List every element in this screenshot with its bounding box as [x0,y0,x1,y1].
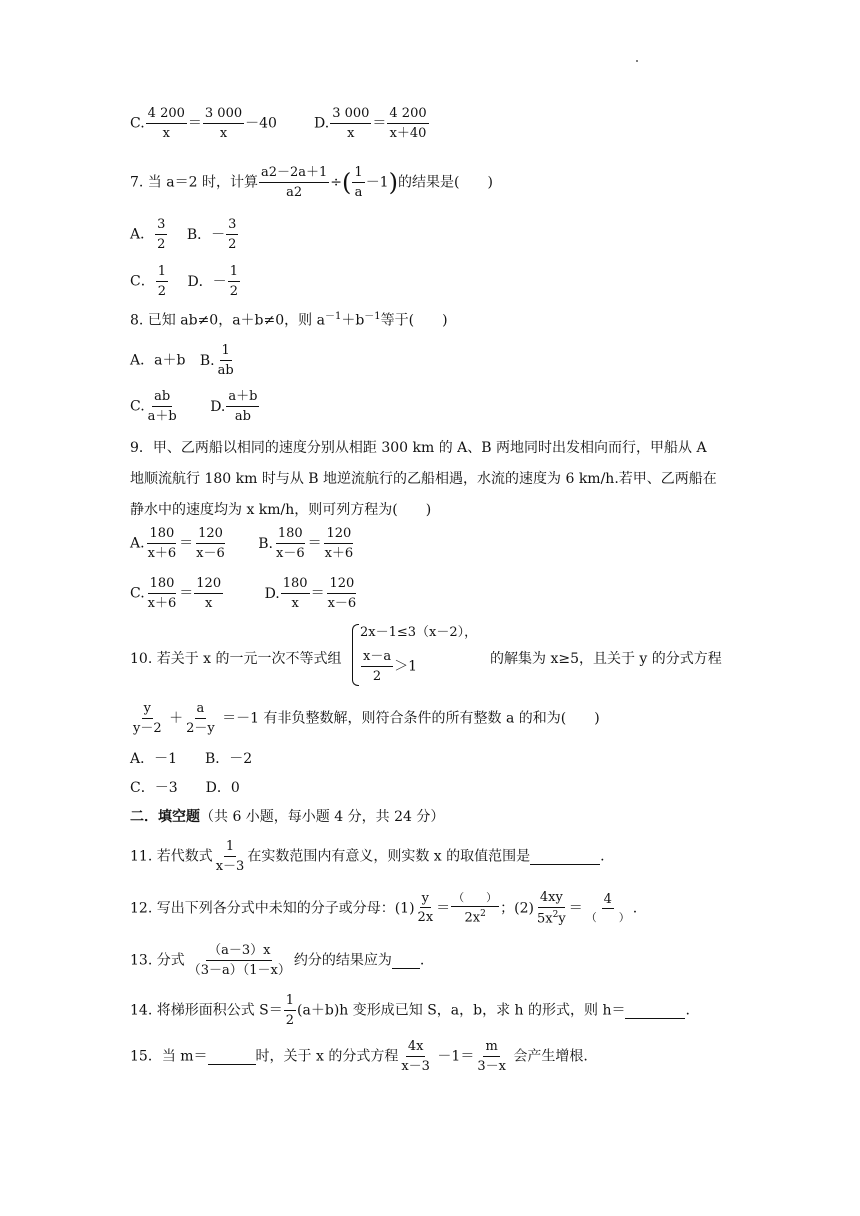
question-text: 等于( ) [380,312,448,329]
q10-stem-end [130,702,600,735]
fraction [416,892,436,925]
denominator: 2 [157,236,166,252]
fraction [186,944,293,977]
exponent: －1 [364,311,381,322]
period: . [419,952,425,969]
denominator: 2x [417,910,434,926]
option-label: C. [130,115,145,132]
option-label: C. [130,398,145,415]
question-text: 15．当 m＝ [130,1048,208,1065]
fraction [475,1040,508,1073]
q6-option-d [314,107,430,140]
numerator: y [142,702,153,719]
q8-options-cd [130,390,260,423]
exponent: 2 [552,909,559,920]
q15-stem [130,1040,588,1073]
numerator: 3 [226,218,238,235]
numerator: 1 [224,840,236,857]
fraction [214,840,247,873]
numerator: 1 [284,994,296,1011]
denominator: x－3 [401,1058,430,1074]
q8-options-ab [130,344,237,377]
fraction [155,218,167,251]
fraction [584,893,632,924]
fraction [194,527,227,560]
right-paren: ) [388,168,398,197]
period: . [685,1002,690,1019]
question-text: 13. 分式 [130,952,185,969]
expression-tail: ＞1 [394,658,418,675]
exponent: 2 [480,908,486,919]
denominator: x－6 [196,545,225,561]
section-note: （共 6 小题，每小题 4 分，共 24 分） [200,809,445,825]
q12-stem [130,891,637,926]
denominator: 2 [285,1012,295,1028]
option-label: D. [314,115,330,132]
denominator: y [558,910,566,926]
numerator: m [483,1040,499,1057]
expression-tail: －1 [365,174,389,191]
numerator: 3 [155,218,167,235]
denominator: x [162,125,170,141]
denominator: 5x [537,910,553,926]
fraction [323,527,356,560]
denominator: y－2 [133,720,162,736]
q11-stem [130,840,605,873]
question-text: 在实数范围内有意义，则实数 x 的取值范围是 [247,848,531,865]
denominator: a [354,184,363,200]
left-paren: ( [342,168,352,197]
question-text: (a＋b)h 变形成已知 S，a，b，求 h 的形式，则 h＝ [297,1002,626,1019]
q7-options-cd [130,265,241,298]
equals: ＝ [568,900,583,917]
numerator: （a－3）x [206,944,272,961]
fraction [146,577,179,610]
option-label: A． [130,226,155,243]
fraction [184,702,217,735]
option-label: B. [199,352,215,369]
question-text: 7. 当 a＝2 时，计算 [130,174,258,191]
question-text: 的结果是( ) [397,174,493,191]
denominator: x＋6 [324,545,354,561]
equals: ＝ [310,585,325,602]
numerator: 3 000 [203,107,244,124]
question-text: 约分的结果应为 [293,952,392,969]
numerator: a＋b [226,390,259,407]
numerator: 180 [148,577,177,594]
numerator: 4 200 [146,107,187,124]
denominator: （3－a）（1－x） [187,962,291,978]
fraction [281,577,310,610]
question-text: 14. 将梯形面积公式 S＝ [130,1002,283,1019]
answer-blank-denominator[interactable]: （ ） [585,911,630,925]
fraction [284,994,296,1027]
q10-options-cd: C．－3 D．0 [130,780,240,796]
option-label: D. [264,585,280,602]
numerator: a2－2a＋1 [259,166,329,183]
fraction [352,166,364,199]
q7-stem [130,166,493,199]
option-label: D．－ [187,273,227,290]
numerator: 4xy [538,891,565,908]
option-label: B．－ [186,226,226,243]
option-label: B. [258,535,273,552]
denominator: ab [217,362,234,378]
question-text: ＋b [341,312,365,329]
option-label: A. [130,535,145,552]
denominator: x－3 [215,858,245,874]
answer-blank-numerator[interactable]: （ ） [451,892,499,907]
denominator: x＋40 [389,125,427,141]
option-label: C． [130,273,155,290]
q9-line-3: 静水中的速度均为 x km/h，则可列方程为( ) [130,502,432,518]
denominator: 2 [372,668,382,684]
denominator: x＋6 [147,545,177,561]
numerator: a [195,702,207,719]
numerator: 1 [220,344,232,361]
numerator: x－a [361,650,393,667]
numerator: 120 [196,527,225,544]
numerator: 120 [327,577,356,594]
fraction [203,107,244,140]
fraction [326,577,359,610]
equals: ＝ [179,535,194,552]
section-2-heading [130,810,444,824]
q10-inequality-1: 2x－1≤3（x－2）， [360,625,478,640]
fraction [387,107,428,140]
numerator: 120 [194,577,223,594]
q9-options-ab [130,527,356,560]
numerator: 1 [228,265,240,282]
question-text: ；(2) [500,900,534,917]
q9-line-1: 9．甲、乙两船以相同的速度分别从相距 300 km 的 A、B 两地同时出发相向而行，甲船从 A [130,440,707,456]
equals: ＝ [436,900,451,917]
denominator: 2x [464,909,481,925]
fraction [226,390,259,423]
option-label: C. [130,585,145,602]
q8-stem [130,312,448,328]
question-text: 11. 若代数式 [130,848,213,865]
denominator: 2 [229,283,238,299]
q13-stem [130,944,424,977]
q10-inequality-2 [360,650,417,683]
fraction [226,218,238,251]
numerator: 180 [281,577,310,594]
fraction [228,265,240,298]
question-text: 8. 已知 ab≠0，a＋b≠0，则 a [130,312,325,329]
option-label: D. [210,398,226,415]
numerator: 120 [324,527,353,544]
fraction [146,527,179,560]
question-text: －1＝ [437,1048,475,1065]
option-a: A．a＋b [130,352,186,369]
denominator: x－6 [327,595,357,611]
denominator: x＋6 [147,595,177,611]
answer-blank[interactable] [530,850,600,865]
answer-blank[interactable] [625,1004,685,1019]
q14-stem [130,994,690,1027]
fraction [451,892,499,925]
denominator: 3－x [477,1058,506,1074]
q9-line-2: 地顺流航行 180 km 时与从 B 地逆流航行的乙船相遇，水流的速度为 6 km/h.若甲、乙两船在 [130,471,717,487]
denominator: x [219,125,228,141]
fraction [259,166,329,199]
question-text: ＝－1 有非负整数解，则符合条件的所有整数 a 的和为( ) [222,710,600,727]
q10-options-ab: A．－1 B．－2 [130,751,253,767]
numerator: 180 [276,527,305,544]
denominator: 2 [157,283,166,299]
section-title: 二．填空题 [130,809,200,825]
question-text: 12. 写出下列各分式中未知的分子或分母：(1) [130,900,415,917]
divide-sign: ÷ [330,174,343,191]
fraction [194,577,223,610]
denominator: 2 [228,236,237,252]
fraction [216,344,236,377]
period: . [632,900,638,917]
denominator: x－6 [275,545,305,561]
page-dot [636,60,638,62]
denominator: x [347,125,355,141]
fraction [535,891,568,926]
question-text: 时，关于 x 的分式方程 [255,1048,399,1065]
question-text: 会产生增根. [513,1048,588,1065]
numerator: 4 200 [387,107,428,124]
fraction [330,107,371,140]
numerator: 1 [156,265,168,282]
fraction [156,265,168,298]
denominator: x [291,595,299,611]
numerator: 1 [352,166,364,183]
numerator: y [420,892,431,909]
fraction [131,702,164,735]
denominator: 2－y [186,720,215,736]
q7-options-ab [130,218,239,251]
plus-sign: ＋ [169,710,184,727]
denominator: a＋b [147,408,177,424]
equals: ＝ [372,115,387,132]
answer-blank[interactable] [208,1050,256,1065]
fraction [399,1040,432,1073]
numerator: 180 [147,527,176,544]
equals: ＝ [307,535,322,552]
numerator: 4x [406,1040,426,1057]
exponent: －1 [324,311,342,322]
fraction [146,107,187,140]
fraction [274,527,307,560]
period: . [600,848,605,865]
equals: ＝ [187,115,202,132]
numerator: ab [152,390,172,407]
fraction [361,650,393,683]
fraction [146,390,179,423]
numerator: 4 [602,893,614,910]
system-brace [352,624,359,686]
numerator: 3 000 [330,107,371,124]
q10-stem-mid: 的解集为 x≥5，且关于 y 的分式方程 [490,651,722,667]
denominator: a2 [286,184,303,200]
q6-option-c [130,107,277,140]
equals: ＝ [179,585,194,602]
denominator: x [205,595,213,611]
answer-blank[interactable] [392,954,420,969]
expression-tail: －40 [245,115,277,132]
q10-stem-start: 10. 若关于 x 的一元一次不等式组 [130,651,342,667]
q9-options-cd [130,577,359,610]
denominator: ab [234,408,251,424]
